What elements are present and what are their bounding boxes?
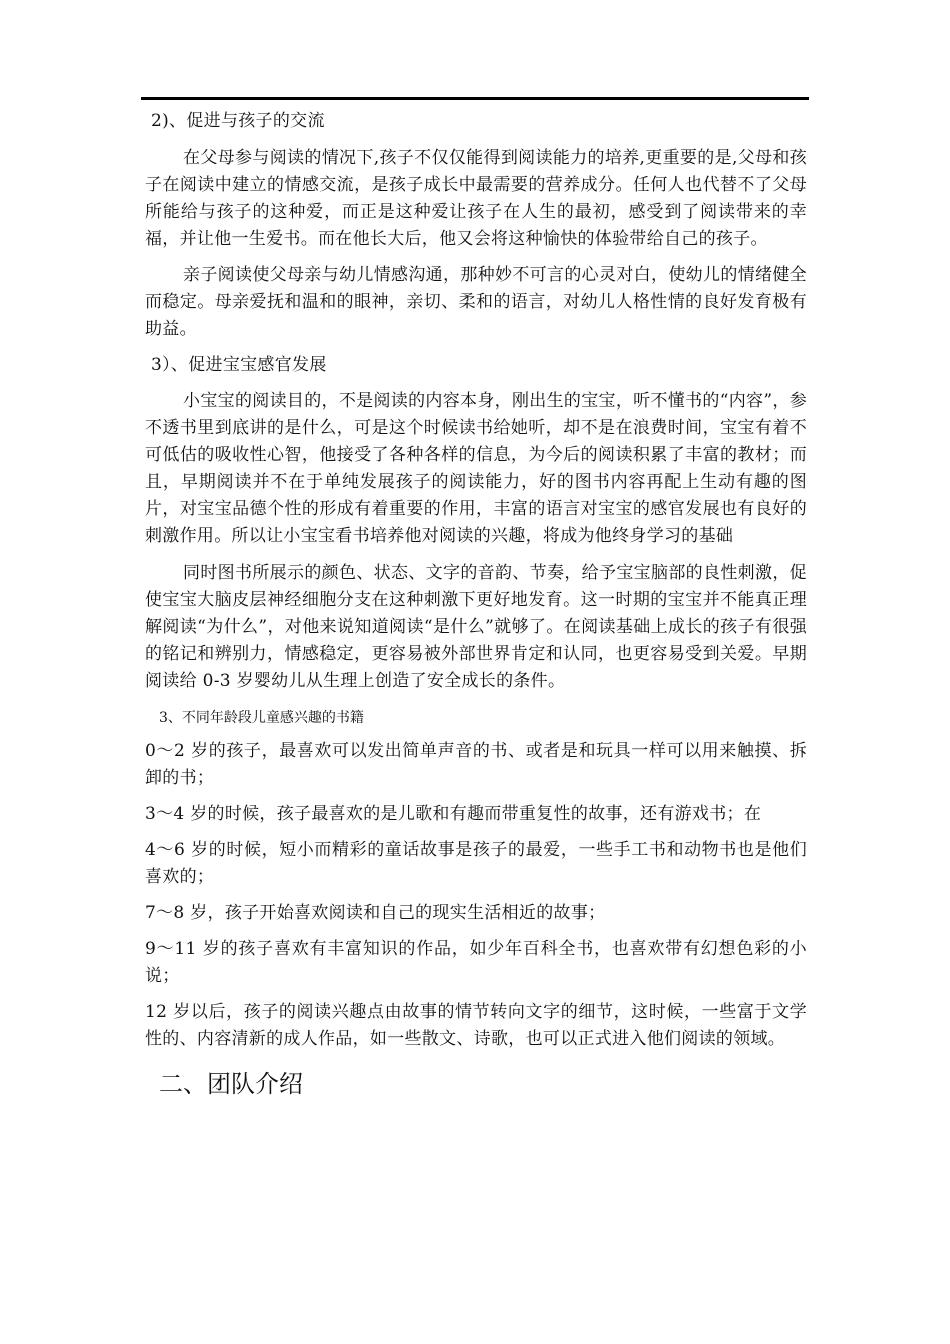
list-item: 4～6 岁的时候，短小而精彩的童话故事是孩子的最爱，一些手工书和动物书也是他们喜欢的； (145, 840, 807, 887)
paragraph: 小宝宝的阅读目的，不是阅读的内容本身，刚出生的宝宝，听不懂书的“内容”，参不透书里到底讲的是什么，可是这个时候读书给她听，却不是在浪费时间，宝宝有着不可低估的吸收性心智，他接受了各种各样的信息，为今后的阅读积累了丰富的教材；而且，早期阅读并不在于单纯发展孩子的阅读能力，好的图书内容再配上生动有趣的图片，对宝宝品德个性的形成有着重要的作用，丰富的语言对宝宝的感官发展也有良好的刺激作用。所以让小宝宝看书培养他对阅读的兴趣，将成为他终身学习的基础 (145, 391, 807, 546)
list-item: 9～11 岁的孩子喜欢有丰富知识的作品，如少年百科全书，也喜欢带有幻想色彩的小说； (145, 939, 807, 986)
list-item: 0～2 岁的孩子，最喜欢可以发出简单声音的书、或者是和玩具一样可以用来触摸、拆卸的书； (145, 741, 807, 788)
header-rule (141, 97, 809, 100)
list-item: 3～4 岁的时候，孩子最喜欢的是儿歌和有趣而带重复性的故事，还有游戏书；在 (145, 804, 762, 824)
subsection-heading-senses: 3）、促进宝宝感官发展 (151, 355, 327, 375)
section-heading-team: 二、团队介绍 (159, 1070, 303, 1098)
paragraph: 亲子阅读使父母亲与幼儿情感沟通，那种妙不可言的心灵对白，使幼儿的情绪健全而稳定。母亲爱抚和温和的眼神，亲切、柔和的语言，对幼儿人格性情的良好发育极有助益。 (145, 265, 807, 339)
paragraph: 同时图书所展示的颜色、状态、文字的音韵、节奏，给予宝宝脑部的良性刺激，促使宝宝大脑皮层神经细胞分支在这种刺激下更好地发育。这一时期的宝宝并不能真正理解阅读“为什么”，对他来说知道阅读“是什么”就够了。在阅读基础上成长的孩子有很强的铭记和辨别力，情感稳定，更容易被外部世界肯定和认同，也更容易受到关爱。早期阅读给 0-3 岁婴幼儿从生理上创造了安全成长的条件。 (145, 563, 807, 691)
document-body (145, 108, 807, 1101)
subsection-heading-communication: 2)、促进与孩子的交流 (151, 111, 325, 131)
paragraph: 在父母参与阅读的情况下,孩子不仅仅能得到阅读能力的培养,更重要的是,父母和孩子在阅读中建立的情感交流，是孩子成长中最需要的营养成分。任何人也代替不了父母所能给与孩子的这种爱，而正是这种爱让孩子在人生的最初，感受到了阅读带来的幸福，并让他一生爱书。而在他长大后，他又会将这种愉快的体验带给自己的孩子。 (145, 148, 807, 249)
list-item: 12 岁以后，孩子的阅读兴趣点由故事的情节转向文字的细节，这时候，一些富于文学性的、内容清新的成人作品，如一些散文、诗歌，也可以正式进入他们阅读的领域。 (145, 1002, 807, 1049)
list-item: 7～8 岁，孩子开始喜欢阅读和自己的现实生活相近的故事； (145, 903, 606, 923)
list-heading-age-books: 3、不同年龄段儿童感兴趣的书籍 (159, 710, 364, 726)
